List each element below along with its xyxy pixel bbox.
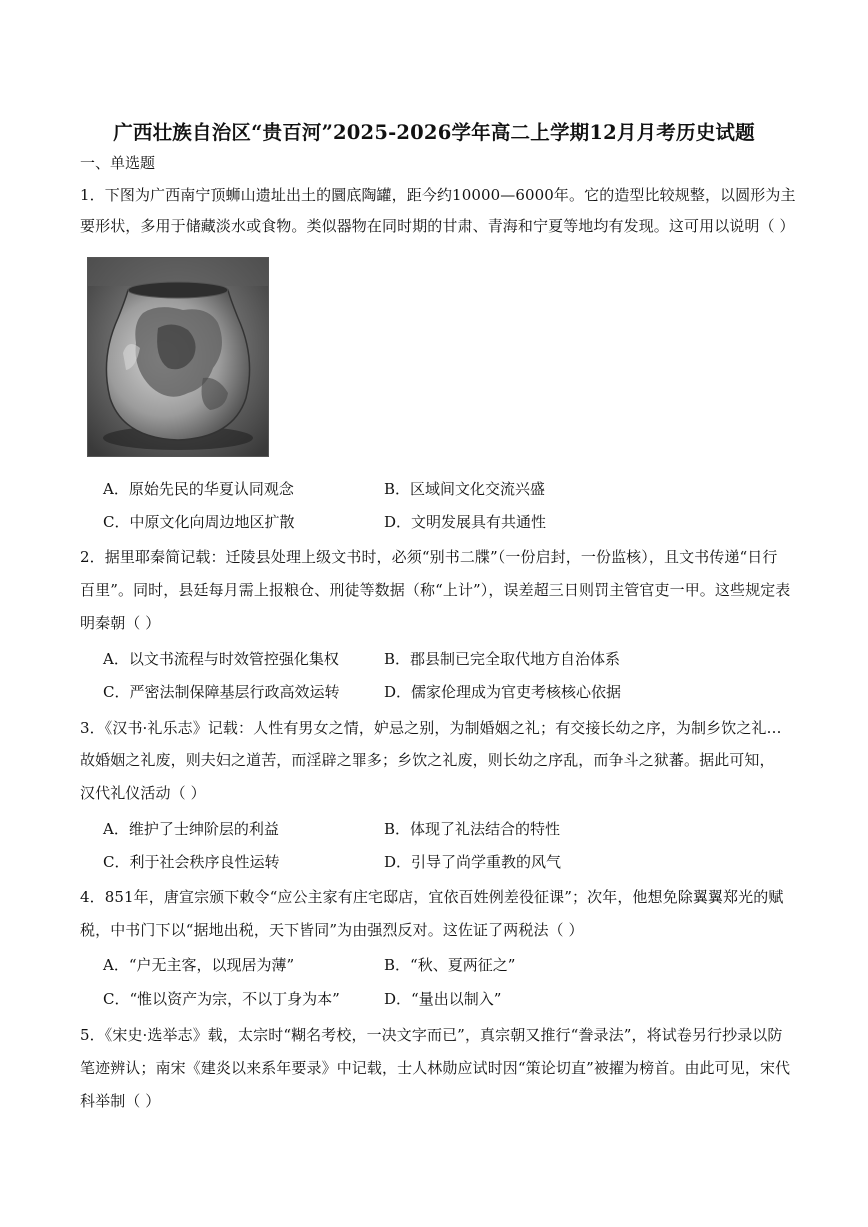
question-5-line-3: 科举制（ ） bbox=[80, 1092, 161, 1110]
question-2-line-1: 2．据里耶秦简记载：迁陵县处理上级文书时，必须“别书二牒”（一份启封，一份监核），且文书传递“日行 bbox=[80, 548, 778, 566]
section-heading: 一、单选题 bbox=[80, 154, 156, 172]
question-2-option-c: C．严密法制保障基层行政高效运转 bbox=[103, 683, 340, 701]
question-3-option-b: B．体现了礼法结合的特性 bbox=[384, 820, 561, 838]
question-2-option-d: D．儒家伦理成为官吏考核核心依据 bbox=[384, 683, 622, 701]
question-1-option-b: B．区域间文化交流兴盛 bbox=[384, 480, 546, 498]
question-4-option-c: C．“惟以资产为宗，不以丁身为本” bbox=[103, 990, 340, 1008]
question-4-option-d: D．“量出以制入” bbox=[384, 990, 502, 1008]
question-3-option-a: A．维护了士绅阶层的利益 bbox=[103, 820, 279, 838]
question-2-option-a: A．以文书流程与时效管控强化集权 bbox=[103, 650, 339, 668]
question-3-option-c: C．利于社会秩序良性运转 bbox=[103, 853, 280, 871]
question-1-option-c: C．中原文化向周边地区扩散 bbox=[103, 513, 295, 531]
question-2-line-2: 百里”。同时，县廷每月需上报粮仓、刑徒等数据（称“上计”），误差超三日则罚主管官吏一甲。这些规定表 bbox=[80, 581, 791, 599]
question-1-line-2: 要形状，多用于储藏淡水或食物。类似器物在同时期的甘肃、青海和宁夏等地均有发现。这可用以说明（ ） bbox=[80, 217, 795, 235]
question-3-line-2: 故婚姻之礼废，则夫妇之道苦，而淫辟之罪多；乡饮之礼废，则长幼之序乱，而争斗之狱蕃。据此可知， bbox=[80, 751, 775, 769]
page-title: 广西壮族自治区“贵百河”2025-2026学年高二上学期12月月考历史试题 bbox=[113, 121, 755, 144]
question-5-line-2: 笔迹辨认；南宋《建炎以来系年要录》中记载，士人林勋应试时因“策论切直”被擢为榜首。由此可见，宋代 bbox=[80, 1059, 791, 1077]
pottery-jar-photo bbox=[87, 257, 269, 457]
pottery-jar-icon bbox=[88, 258, 268, 456]
question-4-option-a: A．“户无主客，以现居为薄” bbox=[103, 956, 295, 974]
question-1-line-1: 1．下图为广西南宁顶蛳山遗址出土的圜底陶罐，距今约10000—6000年。它的造型比较规整，以圆形为主 bbox=[80, 186, 796, 204]
question-3-line-1: 3．《汉书·礼乐志》记载：人性有男女之情，妒忌之别，为制婚姻之礼；有交接长幼之序，为制乡饮之礼… bbox=[80, 719, 782, 737]
question-4-line-2: 税，中书门下以“据地出税，天下皆同”为由强烈反对。这佐证了两税法（ ） bbox=[80, 921, 584, 939]
question-3-line-3: 汉代礼仪活动（ ） bbox=[80, 784, 206, 802]
question-1-option-d: D．文明发展具有共通性 bbox=[384, 513, 547, 531]
question-3-option-d: D．引导了尚学重教的风气 bbox=[384, 853, 562, 871]
question-5-line-1: 5．《宋史·选举志》载，太宗时“糊名考校，一决文字而已”，真宗朝又推行“誊录法”，将试卷另行抄录以防 bbox=[80, 1026, 783, 1044]
question-2-line-3: 明秦朝（ ） bbox=[80, 614, 161, 632]
question-1-option-a: A．原始先民的华夏认同观念 bbox=[103, 480, 294, 498]
question-4-line-1: 4．851年，唐宣宗颁下敕令“应公主家有庄宅邸店，宜依百姓例差役征课”；次年，他想免除翼翼郑光的赋 bbox=[80, 888, 784, 906]
question-4-option-b: B．“秋、夏两征之” bbox=[384, 956, 516, 974]
question-2-option-b: B．郡县制已完全取代地方自治体系 bbox=[384, 650, 621, 668]
